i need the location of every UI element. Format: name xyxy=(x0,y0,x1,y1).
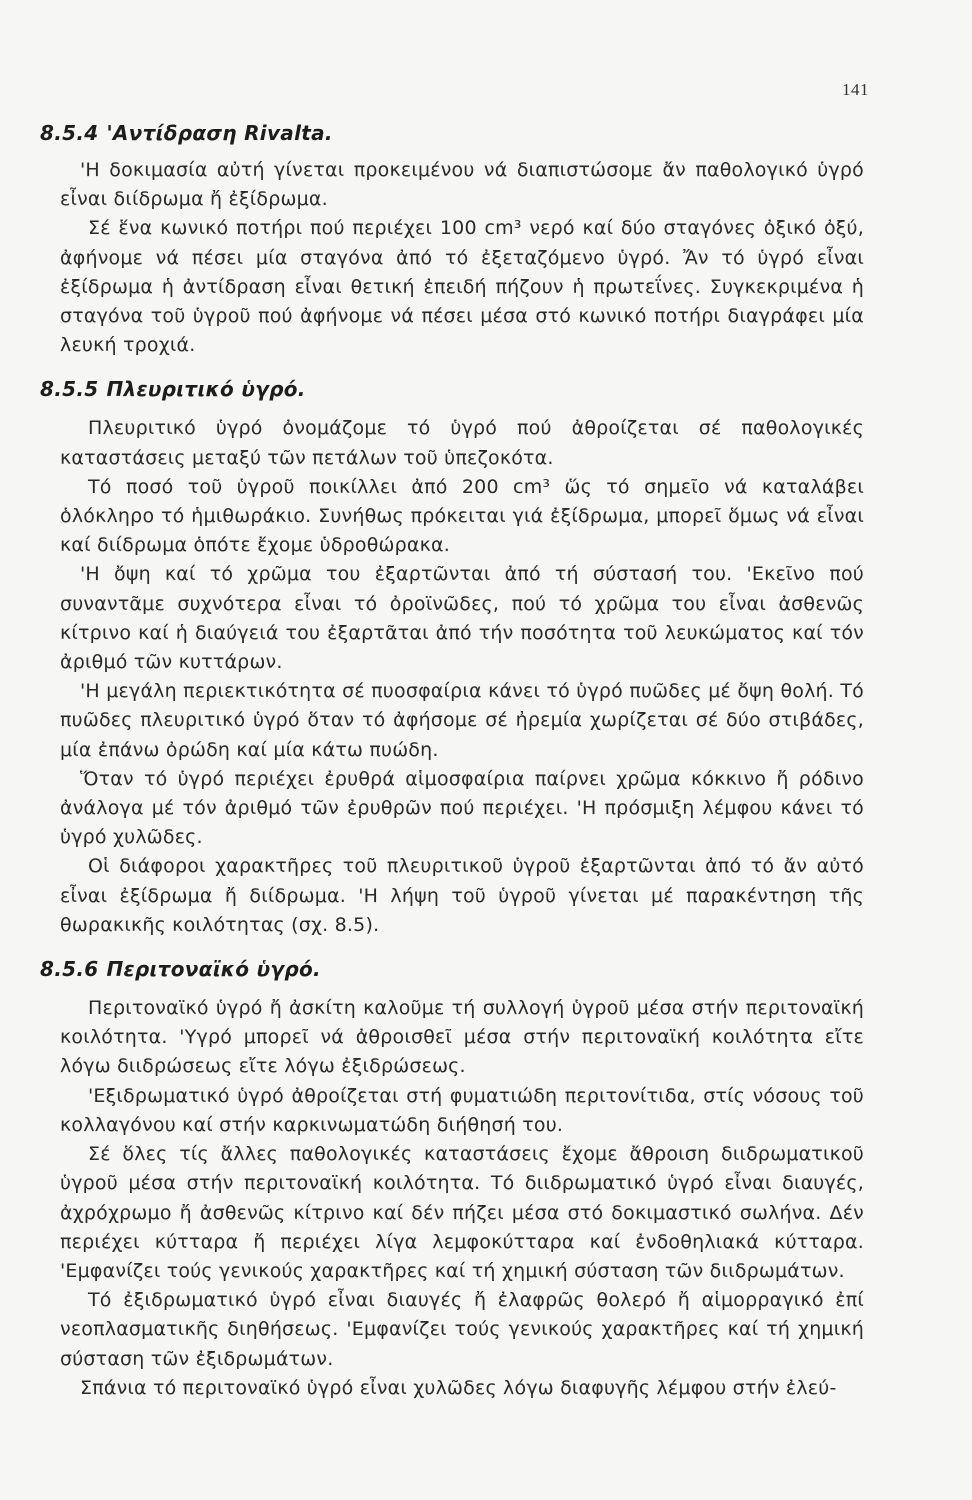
paragraph: 'Η ὄψη καί τό χρῶμα του ἐξαρτῶνται ἀπό τή σύστασή του. 'Εκεῖνο πού συναντᾶμε συχνότερα εἶναι τό ὀροϊνῶδες, πού τό χρῶμα του εἶναι ἀσθενῶς κίτρινο καί ἡ διαύγειά του ἐξαρτᾶται ἀπό τήν ποσότητα τοῦ λευκώματος καί τόν ἀριθμό τῶν κυττάρων. xyxy=(60,563,864,674)
paragraph: 'Η δοκιμασία αὐτή γίνεται προκειμένου νά διαπιστώσομε ἄν παθολογικό ὑγρό εἶναι διίδρωμα ἤ ἐξίδρωμα. xyxy=(60,159,864,211)
section-pleural-fluid xyxy=(40,374,864,940)
page-number: 141 xyxy=(842,80,869,99)
page-content xyxy=(40,118,864,1403)
section-title: Πλευριτικό ὑγρό. xyxy=(106,377,306,402)
section-title: 'Αντίδραση Rivalta. xyxy=(106,121,333,145)
paragraph: Τό ποσό τοῦ ὑγροῦ ποικίλλει ἀπό 200 cm³ ὥς τό σημεῖο νά καταλάβει ὁλόκληρο τό ἡμιθωράκιο. Συνήθως πρόκειται γιά ἐξίδρωμα, μπορεῖ ὅμως νά εἶναι καί διίδρωμα ὁπότε ἔχομε ὑδροθώρακα. xyxy=(60,475,864,557)
section-heading xyxy=(40,374,864,404)
section-peritoneal-fluid xyxy=(40,954,864,1403)
section-heading xyxy=(40,118,864,148)
paragraph: Πλευριτικό ὑγρό ὀνομάζομε τό ὑγρό πού ἀθροίζεται σέ παθολογικές καταστάσεις μεταξύ τῶν πετάλων τοῦ ὑπεζοκότα. xyxy=(60,417,864,469)
paragraph: Περιτοναϊκό ὑγρό ἤ ἀσκίτη καλοῦμε τή συλλογή ὑγροῦ μέσα στήν περιτοναϊκή κοιλότητα. 'Υγρό μπορεῖ νά ἀθροισθεῖ μέσα στήν περιτοναϊκή κοιλότητα εἴτε λόγω διιδρώσεως εἴτε λόγω ἐξιδρώσεως. xyxy=(60,997,864,1078)
section-number: 8.5.5 xyxy=(40,377,99,402)
paragraph: Οἱ διάφοροι χαρακτῆρες τοῦ πλευριτικοῦ ὑγροῦ ἐξαρτῶνται ἀπό τό ἄν αὐτό εἶναι ἐξίδρωμα ἤ διίδρωμα. 'Η λήψη τοῦ ὑγροῦ γίνεται μέ παρακέντηση τῆς θωρακικῆς κοιλότητας (σχ. 8.5). xyxy=(60,855,864,936)
paragraph: Σέ ἕνα κωνικό ποτήρι πού περιέχει 100 cm³ νερό καί δύο σταγόνες ὀξικό ὀξύ, ἀφήνομε νά πέσει μία σταγόνα ἀπό τό ἐξεταζόμενο ὑγρό. Ἄν τό ὑγρό εἶναι ἐξίδρωμα ἡ ἀντίδραση εἶναι θετική ἐπειδή πήζουν ἡ πρωτεΐνες. Συγκεκριμένα ἡ σταγόνα τοῦ ὑγροῦ πού ἀφήνομε νά πέσει μέσα στό κωνικό ποτήρι διαγράφει μία λευκή τροχιά. xyxy=(60,217,864,357)
section-title: Περιτοναϊκό ὑγρό. xyxy=(106,957,321,982)
paragraph: 'Η μεγάλη περιεκτικότητα σέ πυοσφαίρια κάνει τό ὑγρό πυῶδες μέ ὄψη θολή. Τό πυῶδες πλευριτικό ὑγρό ὅταν τό ἀφήσομε σέ ἠρεμία χωρίζεται σέ δύο στιβάδες, μία ἐπάνω ὀρώδη καί μία κάτω πυώδη. xyxy=(60,680,864,761)
paragraph: Σπάνια τό περιτοναϊκό ὑγρό εἶναι χυλῶδες λόγω διαφυγῆς λέμφου στήν ἐλεύ- xyxy=(80,1376,837,1399)
paragraph: Ὅταν τό ὑγρό περιέχει ἐρυθρά αἱμοσφαίρια παίρνει χρῶμα κόκκινο ἤ ρόδινο ἀνάλογα μέ τόν ἀριθμό τῶν ἐρυθρῶν πού περιέχει. 'Η πρόσμιξη λέμφου κάνει τό ὑγρό χυλῶδες. xyxy=(60,767,864,849)
paragraph: Τό ἐξιδρωματικό ὑγρό εἶναι διαυγές ἤ ἐλαφρῶς θολερό ἤ αἱμορραγικό ἐπί νεοπλασματικῆς διηθήσεως. 'Εμφανίζει τούς γενικούς χαρακτῆρες καί τή χημική σύσταση τῶν ἐξιδρωμάτων. xyxy=(60,1289,864,1370)
section-rivalta-reaction xyxy=(40,118,864,360)
section-heading xyxy=(40,954,864,984)
paragraph: 'Εξιδρωματικό ὑγρό ἀθροίζεται στή φυματιώδη περιτονίτιδα, στίς νόσους τοῦ κολλαγόνου καί στήν καρκινωματώδη διήθησή του. xyxy=(60,1084,864,1136)
section-number: 8.5.4 xyxy=(40,121,99,145)
section-number: 8.5.6 xyxy=(40,957,99,982)
paragraph: Σέ ὅλες τίς ἄλλες παθολογικές καταστάσεις ἔχομε ἄθροιση διιδρωματικοῦ ὑγροῦ μέσα στήν περιτοναϊκή κοιλότητα. Τό διιδρωματικό ὑγρό εἶναι διαυγές, ἀχρόχρωμο ἤ ἀσθενῶς κίτρινο καί δέν πήζει μέσα στό δοκιμαστικό σωλήνα. Δέν περιέχει κύτταρα ἤ περιέχει λίγα λεμφοκύτταρα καί ἐνδοθηλιακά κύτταρα. 'Εμφανίζει τούς γενικούς χαρακτῆρες καί τή χημική σύσταση τῶν διιδρωμάτων. xyxy=(60,1143,864,1282)
